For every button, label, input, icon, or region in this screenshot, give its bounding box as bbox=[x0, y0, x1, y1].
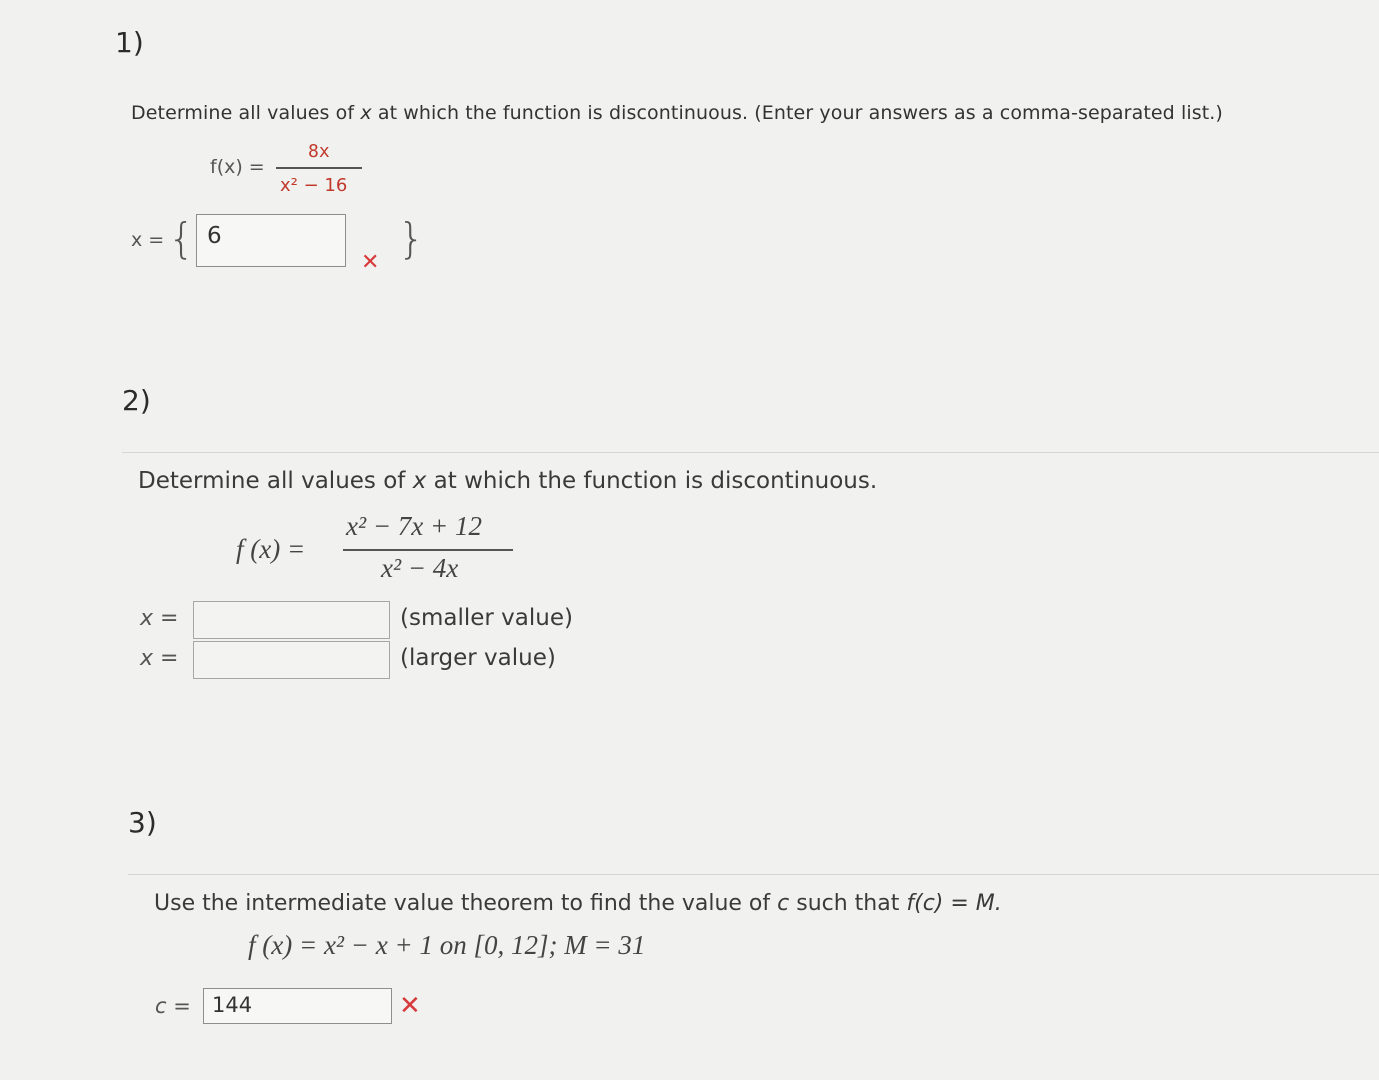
question-2-number: 2) bbox=[122, 384, 151, 417]
q1-answer-label: x = bbox=[131, 229, 165, 251]
q2-answer2-label: x = bbox=[140, 646, 179, 671]
question-1-number: 1) bbox=[115, 26, 144, 59]
q2-fraction-bar bbox=[343, 549, 513, 551]
q2-smaller-value-input[interactable] bbox=[193, 601, 390, 639]
q3-incorrect-icon: ✕ bbox=[399, 991, 421, 1021]
q1-incorrect-icon: ✕ bbox=[361, 250, 380, 275]
q3-answer-input[interactable]: 144 bbox=[203, 988, 392, 1024]
q1-close-brace: } bbox=[398, 214, 425, 263]
question-3-divider bbox=[128, 874, 1379, 875]
q3-equation: f (x) = x² − x + 1 on [0, 12]; M = 31 bbox=[248, 930, 646, 960]
q1-open-brace: { bbox=[168, 214, 195, 263]
q2-answer1-label: x = bbox=[140, 606, 179, 631]
q1-answer-input[interactable]: 6 bbox=[196, 214, 346, 267]
q2-larger-value-input[interactable] bbox=[193, 641, 390, 679]
question-3-number: 3) bbox=[128, 806, 157, 839]
q1-numerator: 8x bbox=[308, 141, 330, 162]
q2-numerator: x² − 7x + 12 bbox=[346, 511, 483, 541]
q1-function-lhs: f(x) = bbox=[210, 156, 265, 178]
question-2-divider bbox=[122, 452, 1379, 453]
question-1-prompt: Determine all values of x at which the function is discontinuous. (Enter your answers as a comma-separated list.) bbox=[131, 102, 1223, 124]
q2-larger-value-hint: (larger value) bbox=[400, 645, 556, 671]
q1-denominator: x² − 16 bbox=[280, 175, 348, 196]
q2-function-lhs: f (x) = bbox=[236, 534, 306, 564]
q2-denominator: x² − 4x bbox=[381, 553, 459, 583]
question-3-prompt: Use the intermediate value theorem to find the value of c such that f(c) = M. bbox=[154, 891, 1002, 916]
q2-smaller-value-hint: (smaller value) bbox=[400, 605, 573, 631]
q1-fraction-bar bbox=[276, 167, 362, 169]
question-2-prompt: Determine all values of x at which the function is discontinuous. bbox=[138, 468, 878, 494]
q3-answer-label: c = bbox=[155, 994, 191, 1018]
